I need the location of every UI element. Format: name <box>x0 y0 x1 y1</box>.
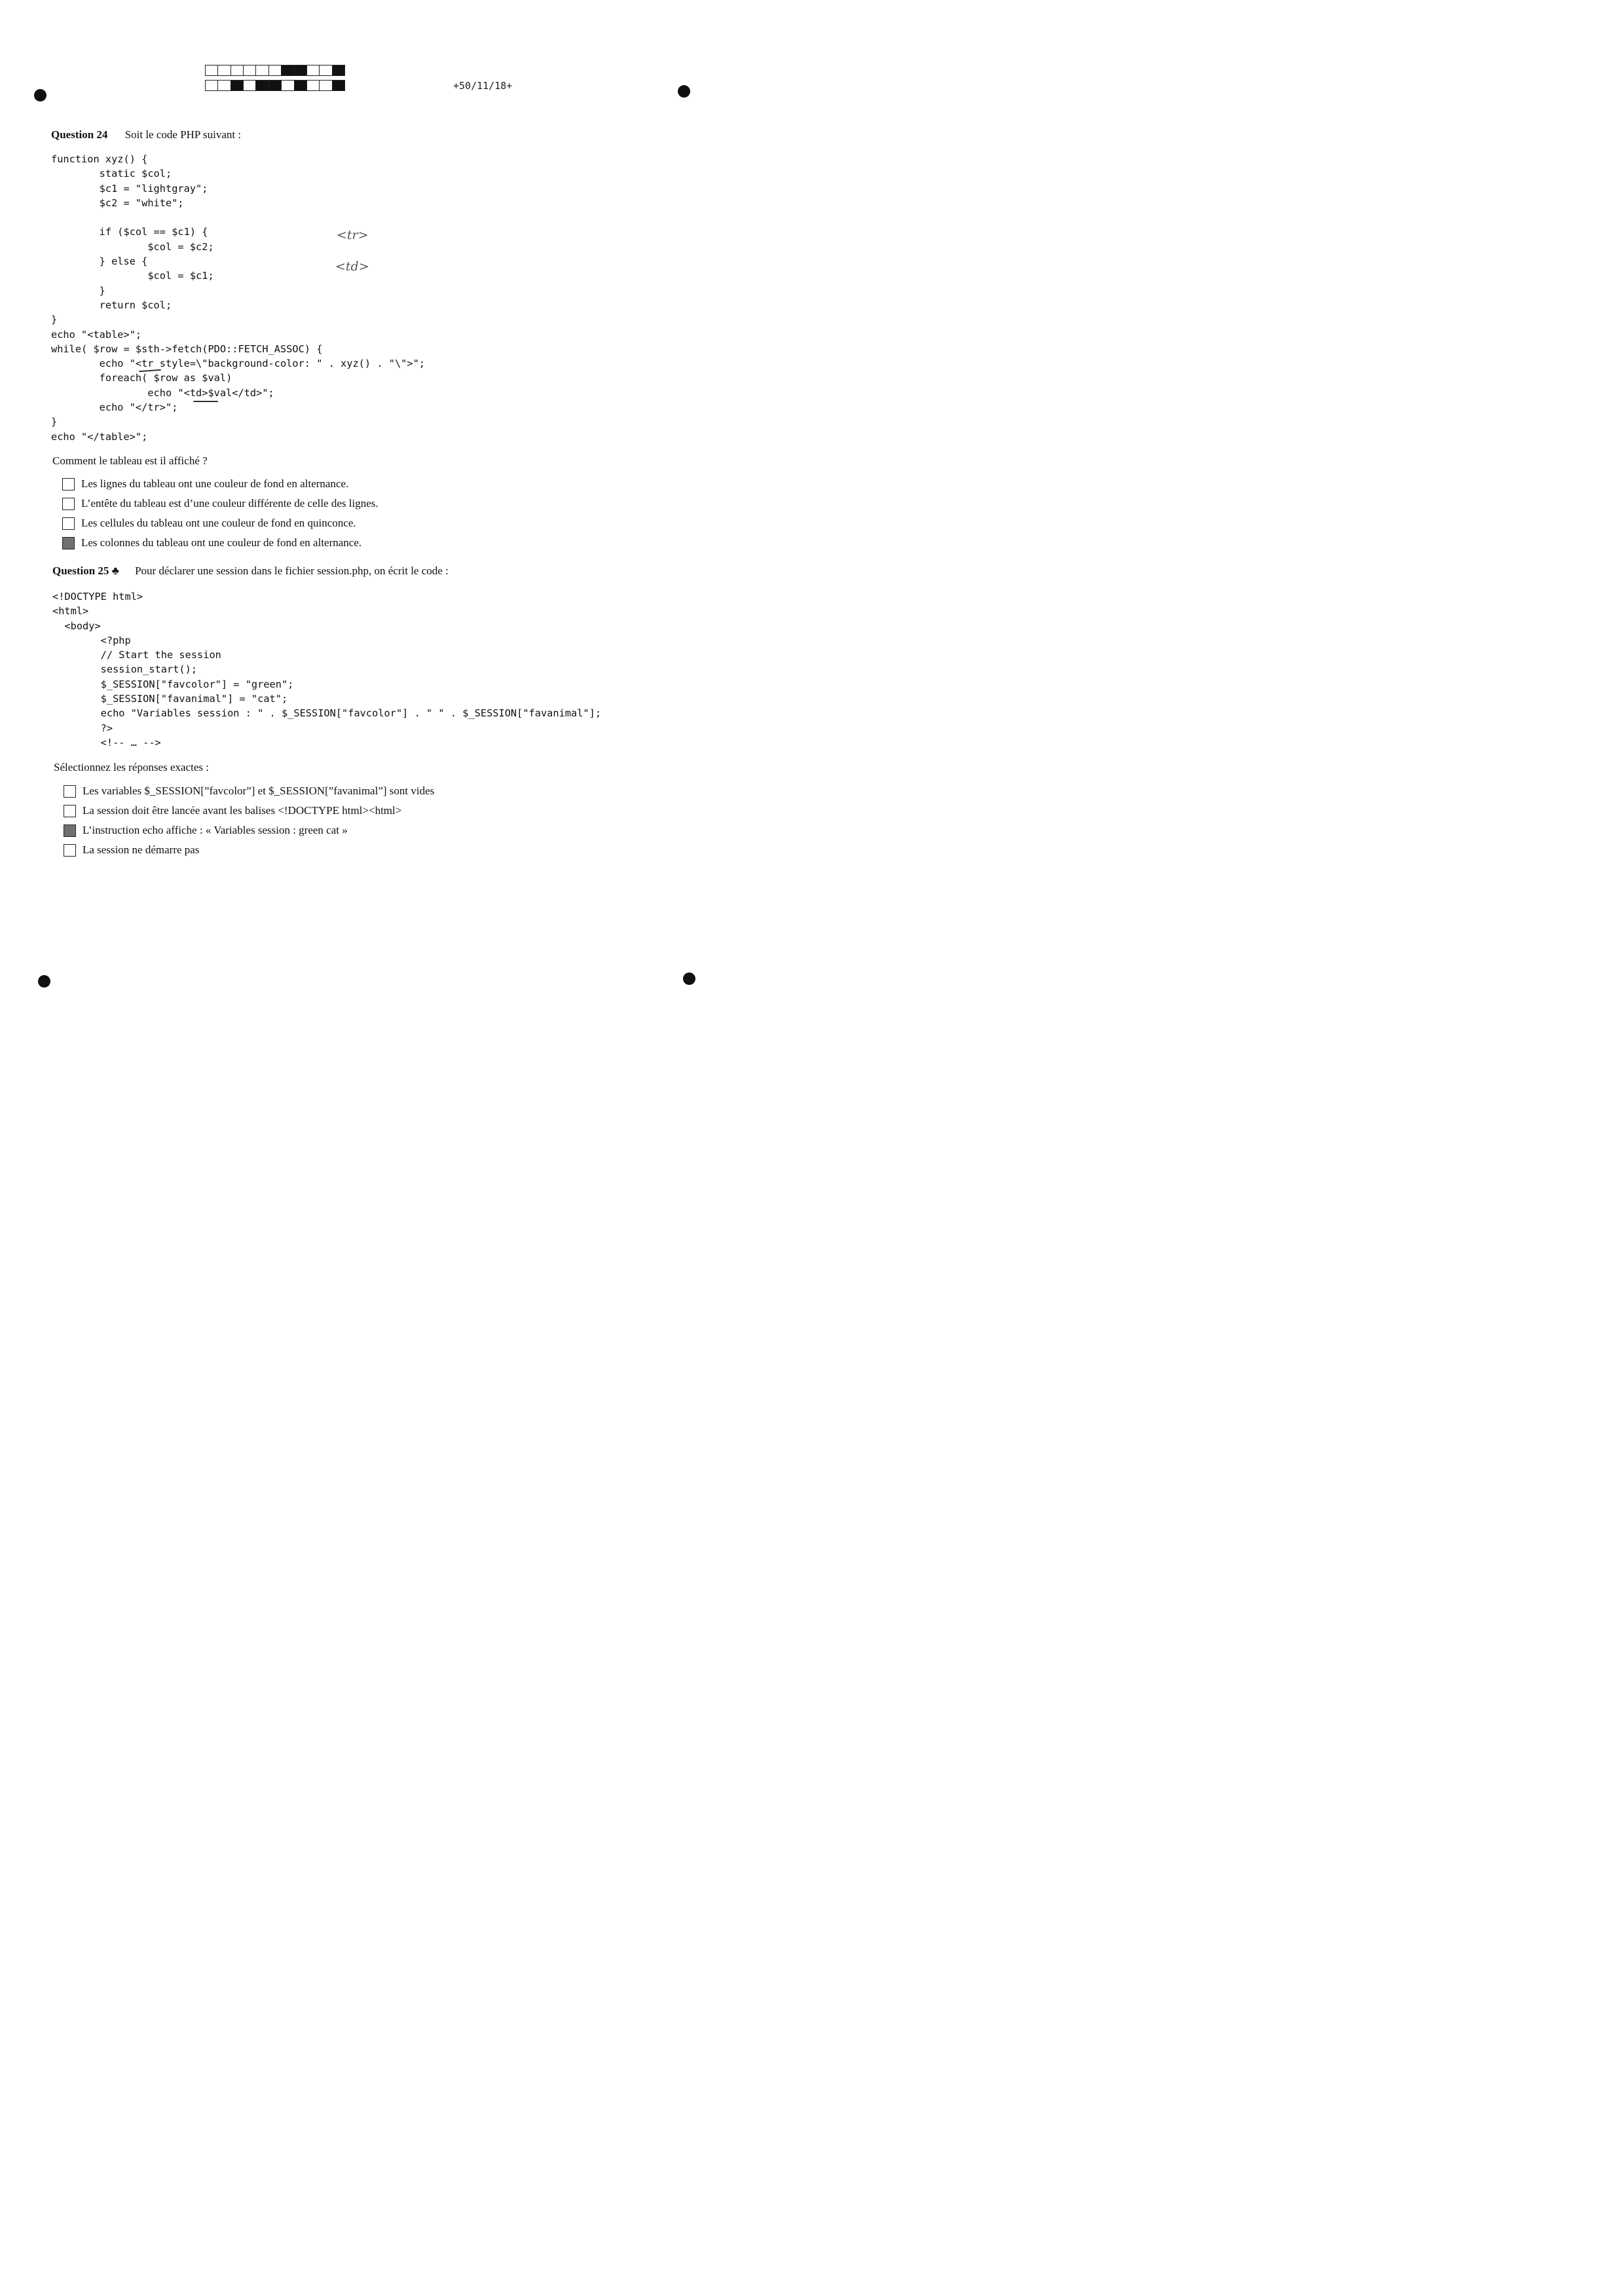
answer-checkbox[interactable] <box>64 844 76 857</box>
answer-checkbox[interactable] <box>62 537 75 549</box>
handwritten-underline <box>193 401 218 402</box>
barcode-cell <box>333 81 344 90</box>
barcode-cell <box>256 81 268 90</box>
question-intro: Soit le code PHP suivant : <box>124 128 242 141</box>
answer-label: L’entête du tableau est d’une couleur différente de celle des lignes. <box>81 497 378 509</box>
question-prompt: Sélectionnez les réponses exactes : <box>54 761 209 773</box>
barcode-row-2 <box>205 80 345 91</box>
answer-option[interactable] <box>62 536 361 549</box>
barcode-cell <box>320 65 332 75</box>
answer-label: Les colonnes du tableau ont une couleur de fond en alternance. <box>81 536 362 549</box>
barcode-cell <box>295 81 307 90</box>
barcode-cell <box>269 81 282 90</box>
barcode-cell <box>244 65 256 75</box>
registration-dot-bottom-left <box>38 975 50 988</box>
question-intro: Pour déclarer une session dans le fichier session.php, on écrit le code : <box>135 565 449 577</box>
answer-checkbox[interactable] <box>64 824 76 837</box>
question-number: Question 25 <box>52 565 109 577</box>
answer-label: Les lignes du tableau ont une couleur de fond en alternance. <box>81 477 349 490</box>
answer-option[interactable] <box>64 804 401 817</box>
barcode-cell <box>218 81 231 90</box>
barcode-cell <box>231 65 244 75</box>
answer-option[interactable] <box>62 477 348 491</box>
barcode-cell <box>320 81 332 90</box>
barcode-cell <box>206 65 218 75</box>
question-prompt: Comment le tableau est il affiché ? <box>52 454 208 467</box>
barcode-row-1 <box>205 65 345 76</box>
answer-option[interactable] <box>62 497 378 510</box>
answer-checkbox[interactable] <box>62 498 75 510</box>
answer-checkbox[interactable] <box>64 805 76 817</box>
answer-label: Les cellules du tableau ont une couleur de fond en quinconce. <box>81 517 356 529</box>
html-code-block: <!DOCTYPE html> <html> <body> <?php // Start the session session_start(); $_SESSION["favcolor"] = "green"; $_SESSION["favanimal"] = "cat"; echo "Variables session : " . $_SESSION["favcolor"] . " " . $_SESSION["favanimal"]; ?> <!-- … --> <box>52 591 602 749</box>
answer-label: La session doit être lancée avant les balises <!DOCTYPE html><html> <box>83 804 402 817</box>
answer-option[interactable] <box>62 517 356 530</box>
barcode-cell <box>307 81 320 90</box>
answer-checkbox[interactable] <box>62 478 75 491</box>
club-icon: ♣ <box>111 565 119 577</box>
php-code-block: function xyz() { static $col; $c1 = "lightgray"; $c2 = "white"; if ($col == $c1) { $col = $c2; } else { $col = $c1; } return $col; } echo "<table>"; while( $row = $sth->fetch(PDO::FETCH_ASSOC) { echo "<tr style=\"background-color: " . xyz() . "\">"; foreach( $row as $val) echo "<td>$val</td>"; echo "</tr>"; } echo "</table>"; <box>51 153 425 443</box>
handwritten-note-td: <td> <box>335 259 369 274</box>
barcode-cell <box>282 81 294 90</box>
barcode-cell <box>282 65 294 75</box>
barcode-cell <box>206 81 218 90</box>
answer-label: Les variables $_SESSION[”favcolor”] et $_SESSION[”favanimal”] sont vides <box>83 785 435 797</box>
answer-option[interactable] <box>64 843 199 857</box>
question-25-header <box>52 565 449 578</box>
answer-checkbox[interactable] <box>62 517 75 530</box>
barcode-cell <box>295 65 307 75</box>
handwritten-note-tr: <tr> <box>337 228 369 242</box>
page-code: +50/11/18+ <box>453 80 513 92</box>
answer-label: L’instruction echo affiche : « Variables session : green cat » <box>83 824 348 836</box>
question-number: Question 24 <box>51 128 108 141</box>
barcode-cell <box>231 81 244 90</box>
barcode-cell <box>244 81 256 90</box>
answer-option[interactable] <box>64 824 348 837</box>
barcode-cell <box>307 65 320 75</box>
registration-dot-bottom-right <box>683 972 695 985</box>
answer-label: La session ne démarre pas <box>83 843 200 856</box>
question-24-header <box>51 128 241 141</box>
barcode-cell <box>218 65 231 75</box>
barcode-cell <box>269 65 282 75</box>
registration-dot-top-left <box>34 89 46 102</box>
answer-checkbox[interactable] <box>64 785 76 798</box>
barcode-cell <box>256 65 268 75</box>
barcode-cell <box>333 65 344 75</box>
registration-dot-top-right <box>678 85 690 98</box>
answer-option[interactable] <box>64 785 434 798</box>
